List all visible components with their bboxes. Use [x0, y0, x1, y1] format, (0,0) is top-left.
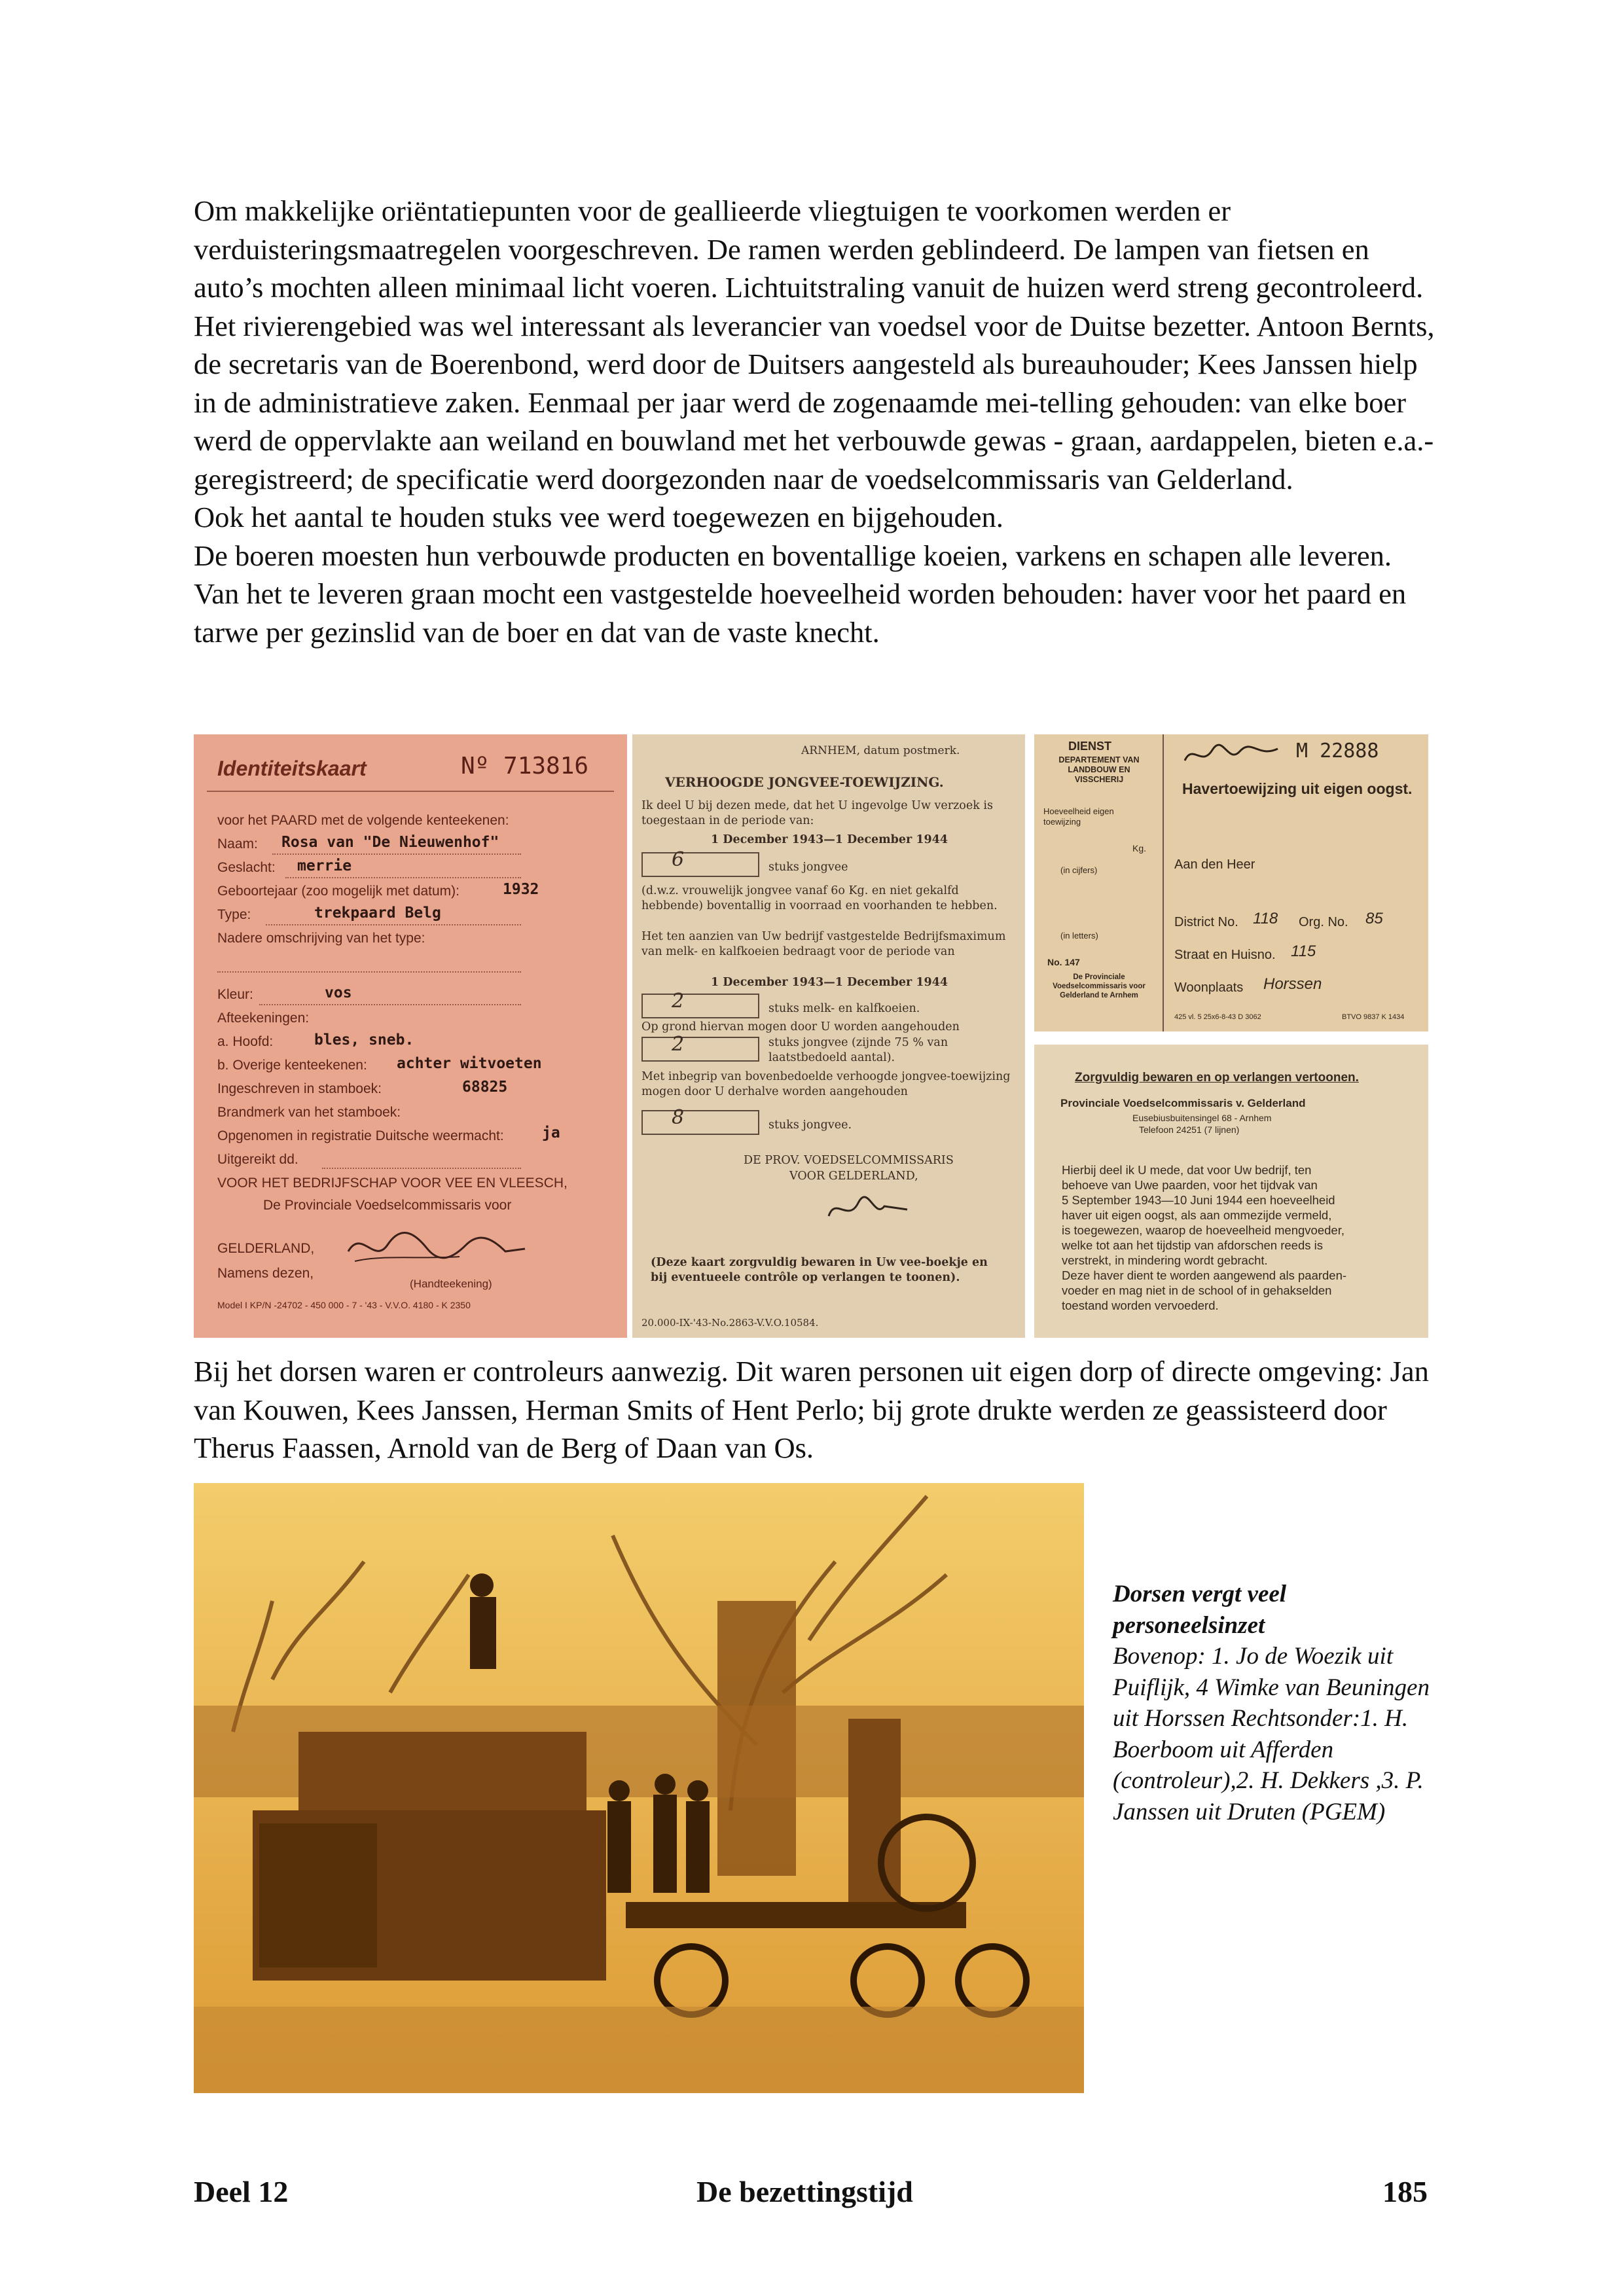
hoofd-label: a. Hoofd: [217, 1034, 274, 1049]
paragraph-2: Het rivierengebied was wel interessant als leverancier van voedsel voor de Duitse bezetter. Antoon Bernts, de secretaris van de Boerenbond, werd door de Duitsers aangesteld als bureauhouder; Kees Janssen hielp in de administratieve zaken. Eenmaal per jaar werd de zogenaamde mei-telling gehouden: van elke boer werd de oppervlakte aan weiland en bouwland met het verbouwde gewas - graan, aardappelen, bieten e.a.- geregistreerd; de specificatie werd doorgezonden naar de voedselcommissaris van Gelderland. [194, 309, 1435, 495]
card2-val2: 2 [672, 990, 685, 1013]
card2-period2: 1 December 1943—1 December 1944 [711, 976, 948, 989]
card4-org: Provinciale Voedselcommissaris v. Gelderland [1060, 1097, 1306, 1109]
haver-card-image [1034, 734, 1428, 1031]
kleur-value: vos [325, 984, 352, 1001]
card2-note: (Deze kaart zorgvuldig bewaren in Uw vee-boekje en bij eventueele contrôle op verlangen te toonen). [651, 1256, 988, 1284]
card3-mnumber: M 22888 [1296, 740, 1379, 762]
card3-bottom2: BTVO 9837 K 1434 [1342, 1013, 1405, 1021]
card2-val4: 8 [672, 1106, 685, 1129]
card2-header: ARNHEM, datum postmerk. [801, 744, 960, 757]
paragraph-3: Ook het aantal te houden stuks vee werd toegewezen en bijgehouden. [194, 501, 1003, 533]
card3-prov: De Provinciale Voedselcommissaris voor Gelderland te Arnhem [1053, 973, 1146, 999]
jongvee-card-image [632, 734, 1025, 1338]
card3-straat: Straat en Huisno. [1174, 948, 1276, 962]
card4-line: Deze haver dient te worden aangewend als paarden- [1062, 1268, 1347, 1282]
card2-sign2: VOOR GELDERLAND, [789, 1170, 918, 1183]
model-text: Model I KP/N -24702 - 450 000 - 7 - '43 - V.V.O. 4180 - K 2350 [217, 1300, 471, 1310]
card1-title: Identiteitskaart [217, 757, 367, 780]
paragraph-5: Bij het dorsen waren er controleurs aanwezig. Dit waren personen uit eigen dorp of directe omgeving: Jan van Kouwen, Kees Janssen, Herman Smits of Hent Perlo; bij grote drukte werden ze geassisteerd door Therus Faassen, Arnold van de Berg of Daan van Os. [194, 1355, 1429, 1464]
card3-letters: (in letters) [1060, 931, 1098, 941]
card3-hoeveelheid: Hoeveelheid eigen toewijzing [1043, 806, 1114, 827]
caption-title: Dorsen vergt veel personeelsinzet [1113, 1581, 1287, 1639]
card3-woonplaats: Woonplaats [1174, 980, 1244, 995]
card3-district: District No. [1174, 915, 1238, 929]
geslacht-value: merrie [297, 857, 352, 874]
haver-card-back-image [1034, 1045, 1428, 1338]
card4-line: 5 September 1943—10 Juni 1944 een hoeveelheid [1062, 1193, 1335, 1207]
type-label: Type: [217, 907, 251, 922]
opgenomen-value: ja [542, 1124, 560, 1141]
card2-text3: Het ten aanzien van Uw bedrijf vastgestelde Bedrijfsmaximum van melk- en kalfkoeien bedraagt voor de periode van [641, 930, 1006, 958]
geboorte-value: 1932 [503, 881, 539, 898]
card1-number: Nº 713816 [461, 753, 589, 780]
stamboek-label: Ingeschreven in stamboek: [217, 1081, 382, 1096]
card2-text6: Met inbegrip van bovenbedoelde verhoogde jongvee-toewijzing mogen door U derhalve worden aangehouden [641, 1070, 1011, 1098]
signature-image [342, 1225, 538, 1271]
namens-text: Namens dezen, [217, 1266, 314, 1281]
overige-value: achter witvoeten [397, 1055, 542, 1072]
commissaris-text: De Provinciale Voedselcommissaris voor [263, 1198, 512, 1213]
card4-line: toestand worden vervoederd. [1062, 1299, 1219, 1312]
footer-center: De bezettingstijd [696, 2175, 913, 2208]
dotline [266, 924, 521, 925]
footer-page-number: 185 [1382, 2175, 1428, 2208]
intro-text [194, 192, 1437, 651]
card2-period1: 1 December 1943—1 December 1944 [711, 833, 948, 846]
hoofd-value: bles, sneb. [314, 1031, 414, 1049]
afteekeningen-label: Afteekeningen: [217, 1011, 310, 1026]
card3-divider [1163, 734, 1164, 1031]
paragraph-4: De boeren moesten hun verbouwde producten en boventallige koeien, varkens en schapen alle leveren. Van het te leveren graan mocht een vastgestelde hoeveelheid worden behouden: haver voor het paard en tarwe per gezinslid van de boer en dat van de vaste knecht. [194, 539, 1407, 649]
gelderland-text: GELDERLAND, [217, 1241, 315, 1256]
card4-addr: Eusebiusbuitensingel 68 - Arnhem [1132, 1113, 1272, 1123]
card2-stuks2: stuks melk- en kalfkoeien. [768, 1002, 920, 1015]
value-box [641, 848, 759, 877]
handteekening-text: (Handteekening) [410, 1278, 492, 1290]
naam-label: Naam: [217, 836, 258, 852]
card2-text1: Ik deel U bij dezen mede, dat het U ingevolge Uw verzoek is toegestaan in de periode van: [641, 799, 993, 827]
card4-tel: Telefoon 24251 (7 lijnen) [1139, 1124, 1240, 1135]
dotline [322, 1168, 521, 1169]
dotline [259, 1004, 521, 1005]
threshing-photo-illustration [194, 1483, 1084, 2093]
dotline [272, 853, 521, 855]
caption-body: Bovenop: 1. Jo de Woezik uit Puiflijk, 4 Wimke van Beuningen uit Horssen Rechtsonder:1. H. Boerboom uit Afferden (controleur),2. H. Dekkers ,3. P. Janssen uit Druten (PGEM) [1113, 1643, 1430, 1825]
signature-image [1180, 738, 1284, 771]
stamboek-value: 68825 [462, 1079, 508, 1096]
signature-image [822, 1190, 914, 1229]
card2-text2: (d.w.z. vrouwelijk jongvee vanaf 6o Kg. en niet gekalfd hebbende) boventallig in voorraad en voorhanden te hebben. [641, 884, 998, 912]
card4-line: voeder en mag niet in de school of in gehakselden [1062, 1283, 1332, 1297]
value-box [641, 1033, 759, 1062]
card2-stuks3: stuks jongvee. [768, 1119, 852, 1132]
uitgereikt-label: Uitgereikt dd. [217, 1152, 298, 1167]
nadere-label: Nadere omschrijving van het type: [217, 931, 425, 946]
overige-label: b. Overige kenteekenen: [217, 1058, 367, 1073]
card3-bottom: 425 vl. 5 25x6-8-43 D 3062 [1174, 1013, 1261, 1021]
card3-district-value: 118 [1253, 910, 1278, 927]
card4-line: is toegewezen, waarop de hoeveelheid mengvoeder, [1062, 1223, 1344, 1237]
card2-sign1: DE PROV. VOEDSELCOMMISSARIS [744, 1154, 954, 1167]
identity-card-image [194, 734, 627, 1338]
card4-line: welke tot aan het tijdstip van afdorschen reeds is [1062, 1238, 1324, 1252]
card3-kg: Kg. [1132, 843, 1147, 853]
card3-woonplaats-value: Horssen [1263, 975, 1322, 993]
card3-aan: Aan den Heer [1174, 857, 1255, 872]
card2-text5: stuks jongvee (zijnde 75 % van laatstbedoeld aantal). [768, 1036, 948, 1064]
card3-straat-value: 115 [1291, 942, 1316, 960]
dotline [217, 971, 521, 973]
card3-dienst: DIENST [1068, 740, 1112, 753]
card2-stuks: stuks jongvee [768, 861, 848, 874]
card4-body [1062, 1162, 1415, 1313]
footer-left: Deel 12 [194, 2175, 289, 2208]
card3-departement: DEPARTEMENT VAN LANDBOUW EN VISSCHERIJ [1058, 755, 1140, 784]
threshing-photo [194, 1483, 1084, 2093]
brandmerk-label: Brandmerk van het stamboek: [217, 1105, 401, 1120]
card2-title: VERHOOGDE JONGVEE-TOEWIJZING. [665, 774, 944, 790]
card1-line1: voor het PAARD met de volgende kenteekenen: [217, 813, 509, 828]
card2-footer: 20.000-IX-'43-No.2863-V.V.O.10584. [641, 1317, 819, 1329]
opgenomen-label: Opgenomen in registratie Duitsche weermacht: [217, 1128, 504, 1143]
card2-val1: 6 [672, 848, 685, 871]
card4-line: verstrekt, in mindering wordt gebracht. [1062, 1253, 1268, 1267]
card3-org-value: 85 [1365, 910, 1383, 927]
controleurs-text [194, 1352, 1437, 1467]
card3-org: Org. No. [1299, 915, 1348, 929]
type-value: trekpaard Belg [314, 905, 441, 922]
geslacht-label: Geslacht: [217, 860, 276, 875]
card3-title: Havertoewijzing uit eigen oogst. [1182, 780, 1413, 797]
card2-text4: Op grond hiervan mogen door U worden aangehouden [641, 1020, 960, 1033]
geboorte-label: Geboortejaar (zoo mogelijk met datum): [217, 884, 460, 899]
card4-line: haver uit eigen oogst, als aan ommezijde vermeld, [1062, 1208, 1332, 1222]
card4-line: behoeve van Uwe paarden, voor het tijdvak van [1062, 1178, 1318, 1192]
card1-divider [207, 791, 614, 792]
card2-val3: 2 [672, 1033, 685, 1056]
naam-value: Rosa van "De Nieuwenhof" [281, 834, 499, 851]
paragraph-1: Om makkelijke oriëntatiepunten voor de geallieerde vliegtuigen te voorkomen werden er verduisteringsmaatregelen voorgeschreven. De ramen werden geblindeerd. De lampen van fietsen en auto’s mochten alleen minimaal licht voeren. Lichtuitstraling vanuit de huizen werd streng gecontroleerd. [194, 194, 1424, 304]
bedrijfschap-text: VOOR HET BEDRIJFSCHAP VOOR VEE EN VLEESCH, [217, 1175, 568, 1191]
card4-title: Zorgvuldig bewaren en op verlangen vertoonen. [1075, 1071, 1359, 1085]
kleur-label: Kleur: [217, 987, 253, 1002]
card3-no: No. 147 [1047, 957, 1080, 967]
dotline [285, 877, 521, 878]
card3-cijfers: (in cijfers) [1060, 865, 1098, 875]
value-box [641, 1106, 759, 1135]
value-box [641, 990, 759, 1018]
photo-caption [1113, 1579, 1440, 1827]
card4-line: Hierbij deel ik U mede, dat voor Uw bedrijf, ten [1062, 1163, 1312, 1177]
